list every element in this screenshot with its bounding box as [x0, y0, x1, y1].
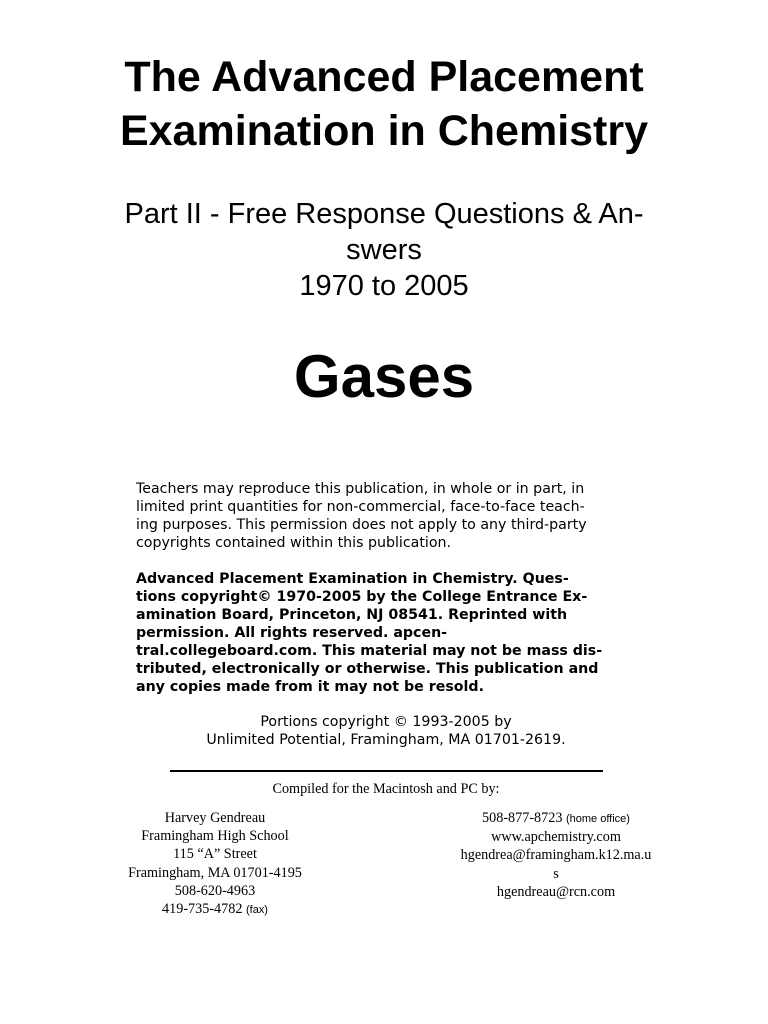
contact-email-1-wrap[interactable]: s: [553, 865, 559, 882]
contact-name: Harvey Gendreau: [164, 810, 266, 826]
permission-line: limited print quantities for non-commercial, face-to-face teach-: [136, 499, 585, 515]
subtitle-line-1: Part II - Free Response Questions & An-: [124, 198, 644, 230]
contact-fax: [110, 900, 320, 919]
copyright-line: Advanced Placement Examination in Chemistry. Ques-: [136, 571, 569, 587]
portions-line-2: Unlimited Potential, Framingham, MA 01701-2619.: [206, 732, 566, 748]
portions-line-1: Portions copyright © 1993-2005 by: [260, 714, 512, 730]
copyright-line: amination Board, Princeton, NJ 08541. Reprinted with: [136, 607, 568, 623]
contact-city: Framingham, MA 01701-4195: [128, 864, 302, 881]
copyright-line: any copies made from it may not be resold.: [136, 679, 484, 695]
contact-email-2[interactable]: hgendreau@rcn.com: [496, 883, 616, 900]
copyright-line: tral.collegeboard.com. This material may not be mass dis-: [136, 643, 603, 659]
copyright-notice: [136, 570, 636, 696]
contact-online-block: [446, 809, 666, 901]
topic-heading: Gases: [293, 343, 475, 410]
title-line-2: Examination in Chemistry: [119, 107, 649, 155]
contact-school: Framingham High School: [141, 828, 289, 845]
copyright-line: tributed, electronically or otherwise. This publication and: [136, 661, 599, 677]
contact-email-1[interactable]: hgendrea@framingham.k12.ma.u: [460, 847, 652, 864]
permission-notice: [136, 480, 636, 552]
subtitle-line-2: swers: [346, 234, 422, 266]
copyright-line: tions copyright© 1970-2005 by the College Entrance Ex-: [136, 589, 588, 605]
contact-phone: 508-620-4963: [174, 882, 256, 899]
home-phone-label: (home office): [565, 813, 630, 825]
document-title: [0, 50, 768, 158]
document-subtitle: [0, 196, 768, 304]
permission-line: Teachers may reproduce this publication, in whole or in part, in: [136, 481, 585, 497]
permission-line: ing purposes. This permission does not apply to any third-party: [136, 517, 587, 533]
title-line-1: The Advanced Placement: [124, 53, 644, 101]
contact-street: 115 “A” Street: [173, 846, 257, 863]
contact-address-block: [110, 809, 320, 919]
compiled-by-text: Compiled for the Macintosh and PC by:: [272, 781, 500, 797]
fax-label: (fax): [245, 904, 268, 917]
subtitle-line-3: 1970 to 2005: [299, 270, 469, 302]
horizontal-divider: [170, 770, 603, 772]
fax-number: 419-735-4782: [162, 901, 243, 918]
copyright-line: permission. All rights reserved. apcen-: [136, 625, 448, 641]
home-phone-number: 508-877-8723: [482, 810, 563, 826]
portions-copyright: [0, 713, 768, 749]
permission-line: copyrights contained within this publication.: [136, 535, 452, 551]
contact-website[interactable]: www.apchemistry.com: [491, 829, 621, 846]
contact-home-phone: [446, 809, 666, 828]
